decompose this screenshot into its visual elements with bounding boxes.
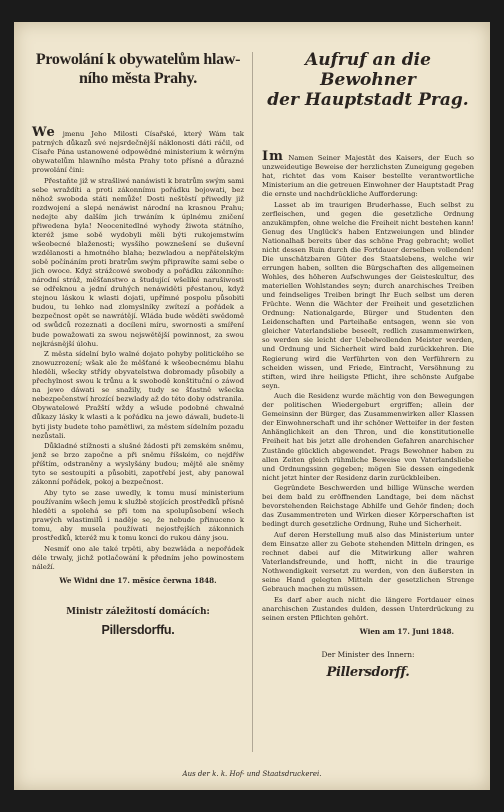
german-title-line2: der Hauptstadt Prag.	[267, 90, 469, 110]
czech-paragraph-1-text: jmenu Jeho Milosti Císařské, který Wám tak patrných důkazů své nejsrdečnější náklonosti dáti ráčil, od Císaře Pána ustanowené odpowědné ministerium k wěrným obywatelům hlawního města Prahy toto přísné a důrazné prowolání čini:	[32, 130, 244, 175]
german-paragraph-2: Lasset ab im traurigen Bruderhasse, Euch selbst zu zerfleischen, und gegen die gesetzliche Ordnung anzukämpfen, ohne welche die Freiheit nicht bestehen kann! Genug des Unglück's haben Entzweiungen und blinder Nationalhaß bereits über das schöne Prag gebracht; wollet nicht dessen Ruin durch die Fortdauer derselben vollenden! Die unschätzbaren Güter des Staatslebens, welche wir errungen haben, sollten die Bürgschaften des allgemeinen Wohles, des höheren Aufschwunges der Geisteskultur, des materiellen Wohlstandes seyn; durch anarchisches Treiben und feindseliges Treiben bringt Ihr Euch selbst um deren Früchte. Wenn die Wächter der Freiheit und gesetzlichen Ordnung: Nationalgarde, Bürger und Studenten den Leidenschaften und Parteihaße entsagen, wenn sie von gleicher Vaterlandsliebe beseelt, redlich zusammenwirken, so werden sie leicht der Uebelwollenden Meister werden, und Ordnung und Sicherheit wird bald zurückkehren. Die Regierung wird die Verführten von den Verführern zu scheiden wissen, und Friede, Eintracht, Versöhnung zu stiften, wird ihre heiligste Pflicht, ihre schönste Aufgabe seyn.	[262, 200, 474, 390]
czech-drop-cap: We	[32, 125, 56, 140]
german-paragraph-4: Gegründete Beschwerden und billige Wünsche werden bei dem bald zu eröffnenden Landtage, bei dem nächst bevorstehenden Reichstage Abhilfe und Gehör finden; doch das Zusammentreten und Wirken dieser Körperschaften ist bedingt durch gesetzliche Ordnung, Ruhe und Sicherheit.	[262, 484, 474, 529]
czech-title-line2: ního města Prahy.	[78, 70, 198, 87]
czech-paragraph-2: Přestaňte již w strašliwé nanáwisti k bratrům swým sami sebe wraždíti a proti zákonnímu pořádku bojowati, bez něhož swoboda státi nemůže! Dosti neštěstí přiwedly již rozdwojení a slepá nenáwist národní na krasnou Prahu; nedejte aby dalším jich trwáním k úplnému zničení přiwedena byla! Neocenitedlné wyhody žiwota státního, kteréž jsme sobě wydobyli měli býti rukojemstwím wšeobecné blaženosti; wysšího powznešení se duševní wzdělanosti a hmotného blaha; bezwladou a nepřátelským sobě počínáním proti bratrům swým připrawíte sami sebe o jich owoce. Kdyż strážcowé swobody a pořádku zákonního: národní stráž, měšťanstwo a študující wšeliké narušiwosti se odřeknou a jední druhých nenáwiděti přestanou, když stejnou láskou k wlasti dojati, upřímné pospolu působiti budou, tu lehko nad zlomyslníky zwítezí a pořádek a bezpečnost opět se nawrátějí. Wláda bude wěděti swědomě od swůdců rozeznati a docíleni míru, swornosti a smíření bude powažowati za swou nejswětější powinnost, za swou nejkrásnější úlohu.	[32, 176, 244, 348]
printer-imprint: Aus der k. k. Hof- und Staatsdruckerei.	[182, 770, 322, 778]
german-paragraph-5: Auf deren Herstellung muß also das Ministerium unter dem Einsatze aller zu Gebote stehenden Mitteln dringen, es rechnet dabei auf die Mitwirkung aller wahren Vaterlandsfreunde, und hofft, nicht in die traurige Nothwendigkeit versetzt zu werden, von den äußersten in seine Hand gelegten Mitteln der gesetzlichen Strenge Gebrauch machen zu müssen.	[262, 530, 474, 594]
czech-paragraph-3: Z města sídelní bylo walné dojato pohyby politického se znowuzrození; wšak ale že měšťané k wšeobecnému blahu hleděli, wšecky střídy obyvatelstwa dobromady působily a přechylnost swou k trůnu a k swobodě konštituční o záwod na jewo dáwati se snažily, tudy se šťastně wšecka nebezpečenstwí hrozící bezwlady až do této doby odstranila. Obywatelowé Pražští wždy a wšude podobné chwalné důkazy lásky k wlasti a k pořádku na jewo dáwali, budete-li byti jisty budete toho pamětliwi, za městem sídelním pozadu nezůstali.	[32, 350, 244, 440]
czech-date: We Widni dne 17. měsíce čerwna 1848.	[59, 575, 217, 585]
german-body	[262, 149, 474, 636]
czech-paragraph-5: Aby tyto se zase uwedly, k tomu musí ministerium používaním wšech jemu k službě stojících prostředků přísně hleděti a spolehá se při tom na spolupůsobení wšech prawých wlastimilů i naděje se, že nebude přinuceno k tomu, aby musela použíwati nejostřejších zákonnich prostředků, kteréž mu k tomu konci do rukou dány jsou.	[32, 488, 244, 543]
german-paragraph-1-text: Namen Seiner Majestät des Kaisers, der Euch so unzweideutige Beweise der herzlichsten Zuneigung gegeben hat, richtet das vom Kaiser bestellte verantwortliche Ministerium an die getreuen Einwohner der Hauptstadt Prag die ernste und nachdrückliche Aufforderung:	[262, 154, 474, 199]
german-signature-name: Pillersdorff.	[326, 664, 410, 680]
german-paragraph-3: Auch die Residenz wurde mächtig von den Bewegungen der politischen Wiedergeburt ergriffen; allein der Gemeinsinn der Bürger, das Zusammenwirken aller Klassen der Einwohnerschaft und ihr schöner Wetteifer in der festen Anhänglichkeit an den Thron, und die konstitutionelle Freiheit hat bis jetzt alle drohenden Gefahren anarchischer Zustände glücklich abgewendet. Prags Bewohner haben zu allen Zeiten gleich rühmliche Beweise von Vaterlandsliebe und Ordnungssinn gegeben; mögen Sie dessen eingedenk nicht jetzt hinter der Residenz darin zurückbleiben.	[262, 392, 474, 482]
german-paragraph-1	[262, 149, 474, 199]
column-divider	[252, 52, 253, 752]
german-signature-title: Der Minister des Innern:	[321, 649, 415, 659]
german-title-line1: Aufruf an die Bewohner	[305, 50, 431, 90]
czech-title	[32, 50, 244, 88]
czech-paragraph-6: Nesmíť ono ale také trpěti, aby bezwláda a nepořádek déle trwaly, jichž potlačowání k předním jeho powinostem náleží.	[32, 544, 244, 571]
czech-column	[32, 22, 244, 637]
german-title	[262, 50, 474, 110]
german-column	[262, 22, 474, 680]
czech-paragraph-4: Důkladné stížnosti a slušné žádosti při zemském sněmu, jenž se brzo započne a při sněmu říšském, co nejdříw příštím, odstraněny a wyslyšány budou; mějtě ale sněmy tyto se sestoupiti a působiti, zapotřebí jest, aby panowal zákonní pořádek, pokoj a bezpečnost.	[32, 442, 244, 487]
czech-signature-title: Ministr záležitostí domácích:	[66, 606, 210, 617]
czech-signature-name: Pillersdorffu.	[101, 622, 175, 637]
czech-paragraph-1	[32, 125, 244, 175]
german-date: Wien am 17. Juni 1848.	[359, 626, 454, 636]
german-paragraph-6: Es darf aber auch nicht die längere Fortdauer eines anarchischen Zustandes dulden, dessen Unterdrückung zu seinen ersten Pflichten gehört.	[262, 595, 474, 622]
czech-body	[32, 125, 244, 585]
german-drop-cap: Im	[262, 149, 284, 164]
poster-sheet	[14, 22, 490, 790]
czech-title-line1: Prowolání k obywatelům hlaw-	[35, 51, 241, 68]
